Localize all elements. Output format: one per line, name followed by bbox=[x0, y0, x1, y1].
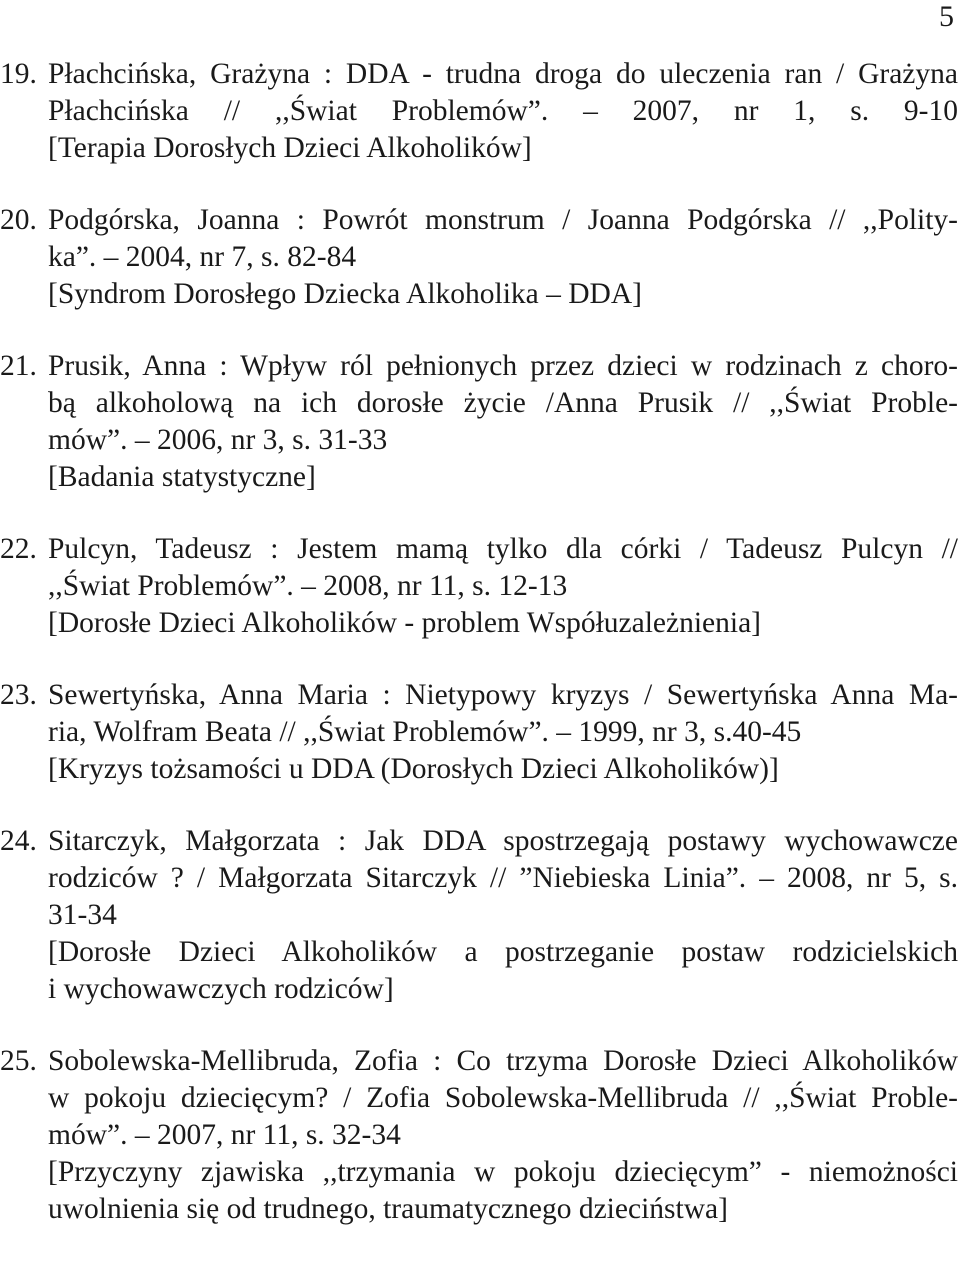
entry-line: 21. Prusik, Anna : Wpływ ról pełnionych przez dzieci w rodzinach z choro- bbox=[0, 348, 958, 385]
entry-line: mów”. – 2006, nr 3, s. 31-33 bbox=[48, 424, 388, 456]
entry-number: 23. bbox=[0, 679, 37, 711]
entry-subject: [Dorosłe Dzieci Alkoholików - problem Współuzależnienia] bbox=[48, 607, 761, 639]
entry-number: 24. bbox=[0, 825, 37, 857]
entry-number: 22. bbox=[0, 533, 37, 565]
entry-line: bą alkoholową na ich dorosłe życie /Anna Prusik // ,,Świat Proble- bbox=[48, 387, 958, 419]
entry-line: 23. Sewertyńska, Anna Maria : Nietypowy kryzys / Sewertyńska Anna Ma- bbox=[0, 677, 958, 714]
entry-line: ,,Świat Problemów”. – 2008, nr 11, s. 12-13 bbox=[48, 570, 568, 602]
entry-number: 19. bbox=[0, 58, 37, 90]
bibliography-entry bbox=[0, 348, 958, 496]
entry-line: 31-34 bbox=[48, 899, 117, 931]
entry-line: ka”. – 2004, nr 7, s. 82-84 bbox=[48, 241, 357, 273]
entry-line: ria, Wolfram Beata // ,,Świat Problemów”. – 1999, nr 3, s.40-45 bbox=[48, 716, 802, 748]
bibliography-entry bbox=[0, 677, 958, 788]
entry-line: 19. Płachcińska, Grażyna : DDA - trudna droga do uleczenia ran / Grażyna bbox=[0, 56, 958, 93]
bibliography-entry bbox=[0, 1043, 958, 1228]
entry-subject: uwolnienia się od trudnego, traumatycznego dzieciństwa] bbox=[48, 1193, 728, 1225]
entry-line: mów”. – 2007, nr 11, s. 32-34 bbox=[48, 1119, 401, 1151]
entry-subject: [Syndrom Dorosłego Dziecka Alkoholika – DDA] bbox=[48, 278, 642, 310]
entry-line: 22. Pulcyn, Tadeusz : Jestem mamą tylko dla córki / Tadeusz Pulcyn // bbox=[0, 531, 958, 568]
entry-number: 20. bbox=[0, 204, 37, 236]
entry-line: 24. Sitarczyk, Małgorzata : Jak DDA spostrzegają postawy wychowawcze bbox=[0, 823, 958, 860]
entry-line: 25. Sobolewska-Mellibruda, Zofia : Co trzyma Dorosłe Dzieci Alkoholików bbox=[0, 1043, 958, 1080]
bibliography-entry bbox=[0, 202, 958, 313]
entry-line: w pokoju dziecięcym? / Zofia Sobolewska-Mellibruda // ,,Świat Proble- bbox=[48, 1082, 958, 1114]
entry-subject: [Kryzys tożsamości u DDA (Dorosłych Dzieci Alkoholików)] bbox=[48, 753, 779, 785]
entry-line: 20. Podgórska, Joanna : Powrót monstrum / Joanna Podgórska // ,,Polity- bbox=[0, 202, 958, 239]
bibliography-list bbox=[0, 56, 958, 1263]
entry-subject: [Przyczyny zjawiska ,,trzymania w pokoju dziecięcym” - niemożności bbox=[48, 1156, 958, 1188]
entry-subject: [Dorosłe Dzieci Alkoholików a postrzeganie postaw rodzicielskich bbox=[48, 936, 958, 968]
entry-subject: [Badania statystyczne] bbox=[48, 461, 316, 493]
entry-line: rodziców ? / Małgorzata Sitarczyk // ”Niebieska Linia”. – 2008, nr 5, s. bbox=[48, 862, 958, 894]
bibliography-entry bbox=[0, 56, 958, 167]
bibliography-entry bbox=[0, 823, 958, 1008]
bibliography-entry bbox=[0, 531, 958, 642]
entry-line: Płachcińska // ,,Świat Problemów”. – 2007, nr 1, s. 9-10 bbox=[48, 95, 958, 127]
entry-number: 21. bbox=[0, 350, 37, 382]
page-number: 5 bbox=[939, 0, 954, 33]
entry-subject: [Terapia Dorosłych Dzieci Alkoholików] bbox=[48, 132, 532, 164]
entry-number: 25. bbox=[0, 1045, 37, 1077]
entry-subject: i wychowawczych rodziców] bbox=[48, 973, 394, 1005]
